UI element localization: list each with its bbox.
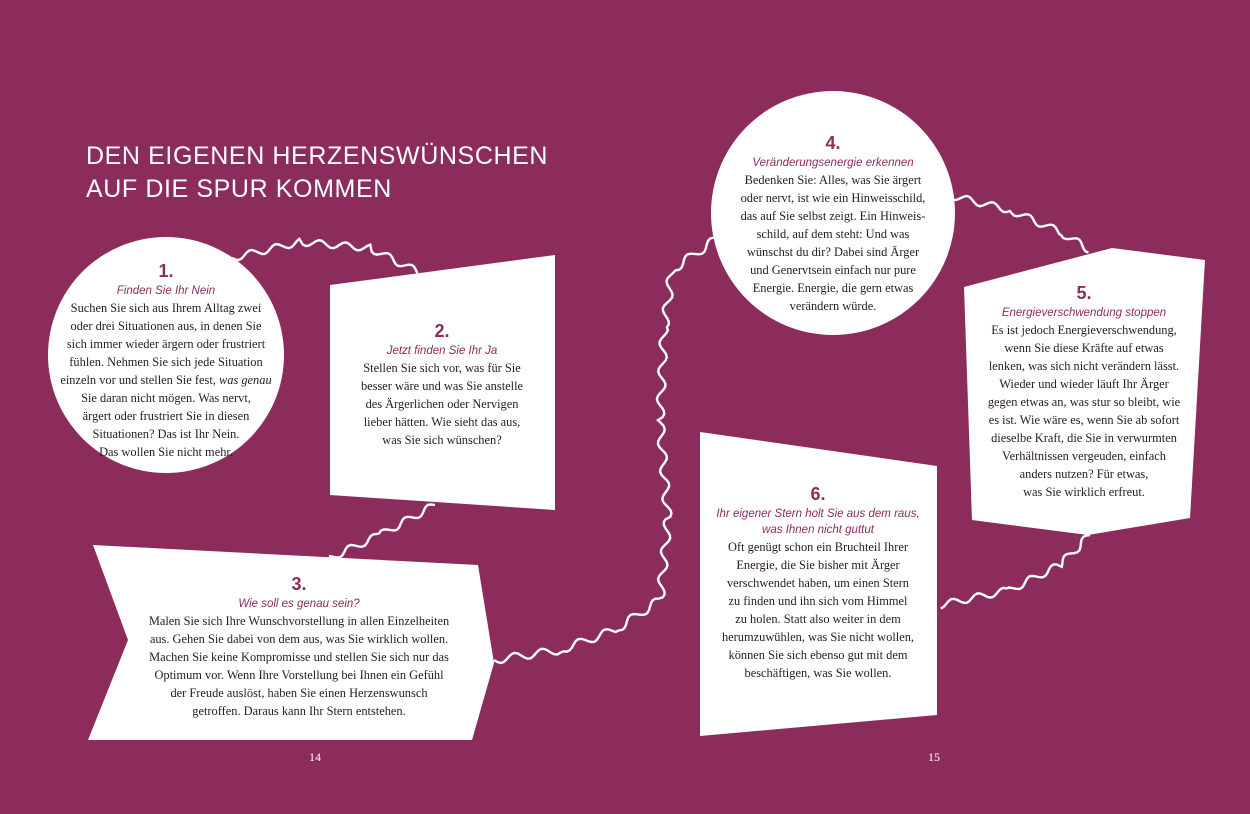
page-number-right: 15 [928, 750, 940, 764]
step-5-line: anders nutzen? Für etwas, [1019, 467, 1149, 481]
step-2-line: was Sie sich wünschen? [382, 433, 502, 447]
step-3-line: Optimum vor. Wenn Ihre Vorstellung bei Ihnen ein Gefühl [154, 668, 444, 682]
step-5-card [974, 283, 1194, 501]
step-2-subtitle: Jetzt finden Sie Ihr Ja [386, 345, 498, 357]
step-3-card [120, 574, 478, 720]
step-6-subtitle-line: was Ihnen nicht guttut [762, 524, 874, 536]
page-title-line-2: AUF DIE SPUR KOMMEN [86, 175, 392, 203]
step-6-number: 6. [810, 484, 826, 504]
step-6-line: Energie, die Sie bisher mit Ärger [736, 558, 900, 572]
step-5-line: was Sie wirklich erfreut. [1023, 485, 1145, 499]
step-6-card [708, 484, 928, 682]
step-6-line: können Sie sich ebenso gut mit dem [728, 648, 908, 662]
step-1-line: ärgert oder frustriert Sie in diesen [82, 409, 250, 423]
step-2-number: 2. [434, 321, 450, 341]
step-3-line: Machen Sie keine Kompromisse und stellen Sie sich nur das [149, 650, 449, 664]
step-1-line: sich immer wieder ärgern oder frustriert [66, 337, 266, 351]
step-5-line: lenken, was sich nicht verändern lässt. [988, 359, 1180, 373]
step-4-line: verändern würde. [789, 299, 877, 313]
step-6-line: Oft genügt schon ein Bruchteil Ihrer [728, 540, 908, 554]
step-1-emphasis: was genau [218, 373, 272, 387]
step-4-line: Bedenken Sie: Alles, was Sie ärgert [744, 173, 922, 187]
step-2-text [341, 359, 543, 449]
step-4-line: Energie. Energie, die gern etwas [752, 281, 914, 295]
step-6-line: verschwendet haben, um einen Stern [726, 576, 909, 590]
step-3-line: aus. Gehen Sie dabei von dem aus, was Sie wirklich wollen. [149, 632, 449, 646]
page-title-line-1: DEN EIGENEN HERZENSWÜNSCHEN [86, 142, 549, 170]
step-6-line: zu finden und ihn sich vom Himmel [728, 594, 908, 608]
step-4-line: schild, auf dem steht: Und was [756, 227, 910, 241]
connector-2-3 [329, 504, 435, 557]
step-5-line: es ist. Wie wäre es, wenn Sie ab sofort [988, 413, 1180, 427]
connector-5-6 [941, 535, 1090, 608]
step-6-line: beschäftigen, was Sie wollen. [744, 666, 892, 680]
step-3-text [120, 612, 478, 720]
step-3-subtitle: Wie soll es genau sein? [238, 598, 360, 610]
step-2-line: des Ärgerlichen oder Nervigen [365, 397, 519, 411]
step-3-line: Malen Sie sich Ihre Wunschvorstellung in allen Einzelheiten [148, 614, 450, 628]
connector-4-5 [948, 195, 1089, 253]
step-4-text [726, 171, 940, 315]
step-2-line: besser wäre und was Sie anstelle [360, 379, 524, 393]
step-5-line: dieselbe Kraft, die Sie in verwurmten [991, 431, 1177, 445]
step-5-number: 5. [1076, 283, 1092, 303]
step-1-line: oder drei Situationen aus, in denen Sie [70, 319, 262, 333]
step-6-subtitle-line: Ihr eigener Stern holt Sie aus dem raus, [716, 508, 920, 520]
step-5-line: Verhältnissen vergeuden, einfach [1002, 449, 1166, 463]
step-2-line: lieber hätten. Wie sieht das aus, [363, 415, 521, 429]
step-5-line: gegen etwas an, was stur so bleibt, wie [987, 395, 1181, 409]
step-1-line: fühlen. Nehmen Sie sich jede Situation [69, 355, 263, 369]
step-4-line: und Genervtsein einfach nur pure [750, 263, 916, 277]
step-1-number: 1. [158, 261, 174, 281]
step-5-line: Wieder und wieder läuft Ihr Ärger [999, 377, 1169, 391]
step-3-line: getroffen. Daraus kann Ihr Stern entstehen. [192, 704, 406, 718]
step-5-line: Es ist jedoch Energieverschwendung, [991, 323, 1177, 337]
step-5-subtitle: Energieverschwendung stoppen [1001, 307, 1167, 319]
step-6-line: zu holen. Statt also weiter in dem [735, 612, 901, 626]
step-6-text [708, 538, 928, 682]
step-4-line: wünschst du dir? Dabei sind Ärger [746, 245, 920, 259]
step-1-line: Situationen? Das ist Ihr Nein. [92, 427, 240, 441]
step-4-line: das auf Sie selbst zeigt. Ein Hinweis- [740, 209, 926, 223]
step-1-line: Sie daran nicht mögen. Was nervt, [81, 391, 251, 405]
step-4-card [726, 133, 940, 315]
step-1-line: Das wollen Sie nicht mehr. [99, 445, 233, 459]
step-6-line: herumzuwühlen, was Sie nicht wollen, [721, 630, 914, 644]
step-4-number: 4. [825, 133, 841, 153]
step-1-line: Suchen Sie sich aus Ihrem Alltag zwei [70, 301, 262, 315]
step-1-line-prefix: einzeln vor und stellen Sie fest, [60, 373, 219, 387]
page-number-left: 14 [309, 750, 321, 764]
page-title [86, 140, 548, 206]
step-1-line [54, 371, 278, 389]
step-5-text [974, 321, 1194, 501]
step-1-subtitle: Finden Sie Ihr Nein [116, 285, 216, 297]
step-3-line: der Freude auslöst, haben Sie einen Herzenswunsch [170, 686, 428, 700]
step-4-line: oder nervt, ist wie ein Hinweisschild, [740, 191, 926, 205]
step-2-card [341, 321, 543, 449]
step-1-text [54, 299, 278, 461]
step-2-line: Stellen Sie sich vor, was für Sie [363, 361, 521, 375]
step-5-line: wenn Sie diese Kräfte auf etwas [1004, 341, 1164, 355]
step-4-subtitle: Veränderungsenergie erkennen [752, 157, 914, 169]
step-1-card [54, 261, 278, 461]
step-3-number: 3. [291, 574, 307, 594]
